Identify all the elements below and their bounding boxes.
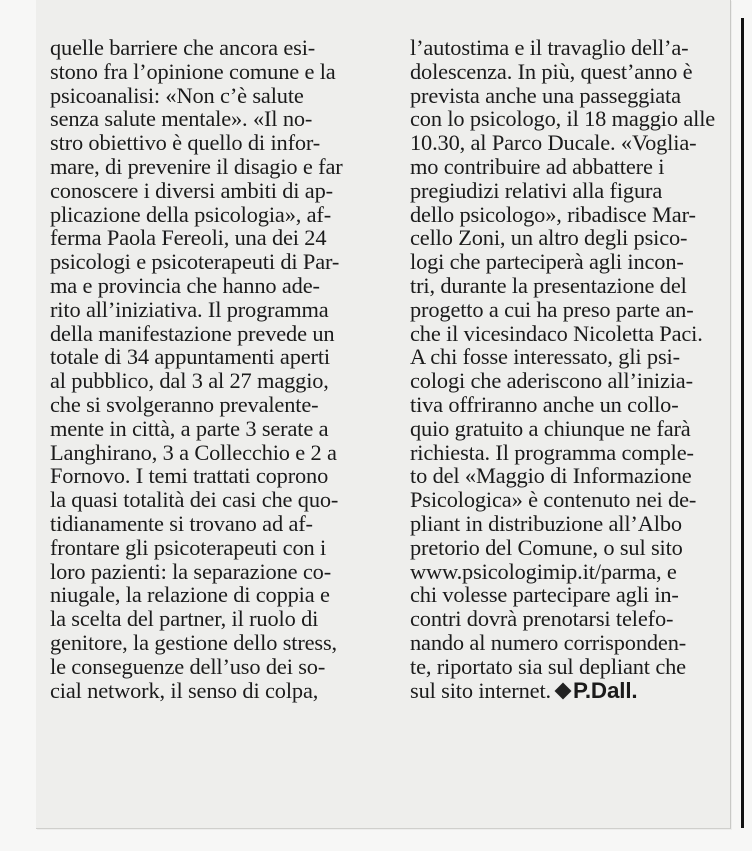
article-line: cello Zoni, un altro degli psico- [410,225,688,251]
article-line: totale di 34 appuntamenti aperti [50,344,330,370]
article-line: dello psicologo», ribadisce Mar- [410,201,696,227]
article-line: prevista anche una passeggiata [410,82,681,108]
article-closing-text: sul sito internet. [410,677,551,703]
article-line: A chi fosse interessato, gli psi- [410,344,680,370]
article-line: l’autostima e il travaglio dell’a- [410,35,689,60]
article-line: rito all’iniziativa. Il programma [50,296,329,322]
article-line: Psicologica» è contenuto nei de- [410,487,697,513]
clipping-edge-shadow [741,18,744,828]
article-line: la scelta del partner, il ruolo di [50,606,319,632]
article-line: Langhirano, 3 a Collecchio e 2 a [50,439,337,465]
article-line: www.psicologimip.it/parma, e [410,558,677,584]
diamond-icon [554,682,571,699]
article-line: tri, durante la presentazione del [410,272,687,298]
article-line: contri dovrà prenotarsi telefo- [410,606,674,632]
author-signature: P.Dall. [572,677,638,703]
article-line: pliant in distribuzione all’Albo [410,510,682,536]
article-line: psicoanalisi: «Non c’è salute [50,82,304,108]
article-line: progetto a cui ha preso parte an- [410,296,694,322]
article-line: che si svolgeranno prevalente- [50,391,319,417]
article-column-right [410,36,740,702]
article-line: mare, di prevenire il disagio e far [50,153,343,179]
article-line: le conseguenze dell’uso dei so- [50,653,326,679]
article-line: conoscere i diversi ambiti di ap- [50,177,333,203]
article-line: al pubblico, dal 3 al 27 maggio, [50,368,329,394]
article-line: stro obiettivo è quello di infor- [50,130,321,156]
article-line: richiesta. Il programma comple- [410,439,694,465]
article-line: stono fra l’opinione comune e la [50,58,336,84]
article-line: quio gratuito a chiunque ne farà [410,415,691,441]
article-line: tiva offriranno anche un collo- [410,391,679,417]
article-line: niugale, la relazione di coppia e [50,582,330,608]
article-line: dolescenza. In più, quest’anno è [410,58,693,84]
article-line: Fornovo. I temi trattati coprono [50,463,329,489]
article-line: frontare gli psicoterapeuti con i [50,534,327,560]
article-line: cial network, il senso di colpa, [50,677,319,703]
article-line: ferma Paola Fereoli, una dei 24 [50,225,327,251]
article-line: che il vicesindaco Nicoletta Paci. [410,320,703,346]
article-line: chi volesse partecipare agli in- [410,582,679,608]
article-line: senza salute mentale». «Il no- [50,106,313,132]
article-line: con lo psicologo, il 18 maggio alle [410,106,716,132]
article-line: to del «Maggio di Informazione [410,463,692,489]
article-line: cologi che aderiscono all’inizia- [410,368,693,394]
article-line: pretorio del Comune, o sul sito [410,534,683,560]
article-last-line [410,679,740,703]
article-line: plicazione della psicologia», af- [50,201,332,227]
article-line: quelle barriere che ancora esi- [50,35,316,60]
article-line: nando al numero corrisponden- [410,629,687,655]
article-line: ma e provincia che hanno ade- [50,272,320,298]
article-line: psicologi e psicoterapeuti di Par- [50,249,340,275]
article-line: genitore, la gestione dello stress, [50,629,337,655]
article-line: pregiudizi relativi alla figura [410,177,663,203]
article-line: mente in città, a parte 3 serate a [50,415,329,441]
byline [555,678,638,703]
article-line: della manifestazione prevede un [50,320,335,346]
article-line: logi che parteciperà agli incon- [410,249,684,275]
article-line: te, riportato sia sul depliant che [410,653,686,679]
article-line: 10.30, al Parco Ducale. «Voglia- [410,130,697,156]
article-line: mo contribuire ad abbattere i [410,153,665,179]
article-line: la quasi totalità dei casi che quo- [50,487,339,513]
article-column-left [50,36,368,702]
article-line: loro pazienti: la separazione co- [50,558,332,584]
article-line: tidianamente si trovano ad af- [50,510,313,536]
